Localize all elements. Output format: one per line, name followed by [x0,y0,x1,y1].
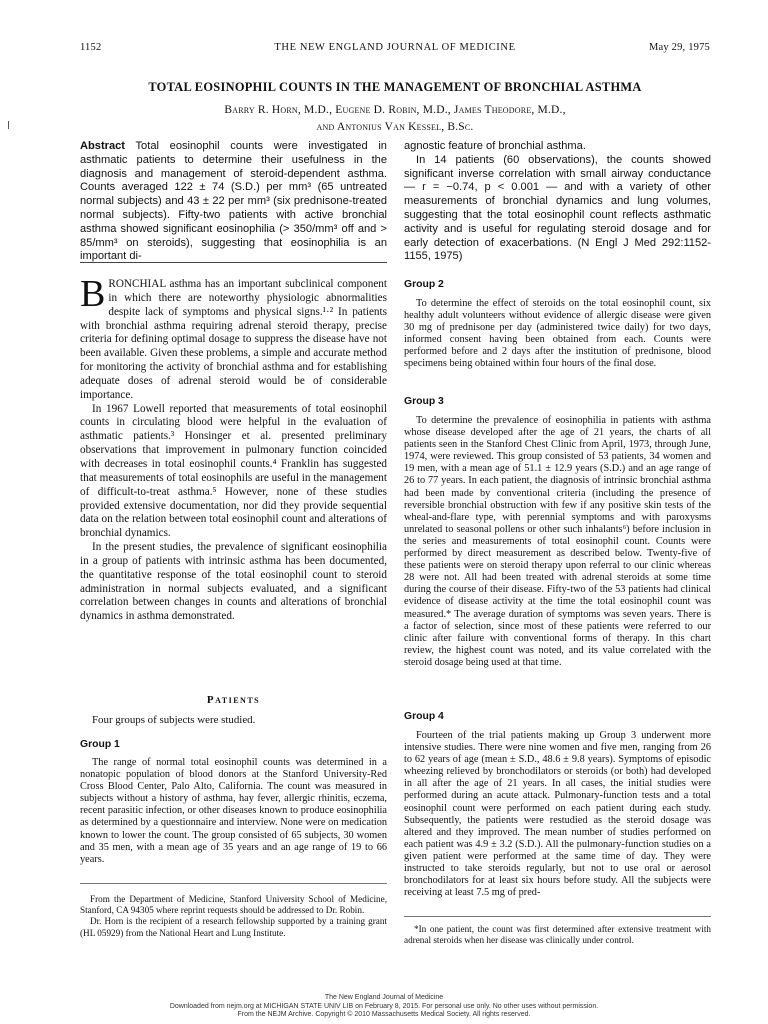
affiliation-divider [80,883,387,884]
footer-line-3: From the NEJM Archive. Copyright © 2010 Massachusetts Medical Society. All rights reserved. [237,1011,531,1019]
page-footer [0,994,768,1020]
intro-paragraph-1 [80,273,387,403]
abstract-text-right-1: agnostic feature of bronchial asthma. [404,140,586,152]
footnote-divider [404,916,711,917]
margin-mark [8,121,9,129]
group-2-heading: Group 2 [404,279,444,290]
abstract-right [404,140,711,264]
journal-name: THE NEW ENGLAND JOURNAL OF MEDICINE [274,42,516,53]
footer-line-2: Downloaded from nejm.org at MICHIGAN STATE UNIV LIB on February 8, 2015. For personal use only. No other uses without permission. [169,1002,599,1010]
group-1-text [80,757,387,866]
affiliation-note [80,894,387,939]
group-4-paragraph: Fourteen of the trial patients making up Group 3 underwent more intensive studies. There were nine women and five men, ranging from 26 to 62 years of age (mean ± S.D., 48.6 ± 9.8 years). Symptoms of episodic wheezing relieved by bronchodilators or steroids (or both) had developed in all after the age of 21 years. In all cases, the initial studies were performed during an acute attack. Pulmonary-function tests and a total eosinophil count were performed on each patient during each study. Subsequently, the patients were restudied as the steroid dosage was altered and they improved. The mean number of studies performed on each patient was 4.9 ± 3.2 (S.D.). All the pulmonary-function studies on a given patient were performed at the same time of day. They were instructed to take steroids regularly, but not to use oral or aerosol bronchodilators for at least six hours before study. All the subjects were receiving at least 7.5 mg of pred- [404,730,711,899]
patients-heading: Patients [206,694,261,706]
author-list [60,102,730,136]
authors-line-2: and Antonius Van Kessel, B.Sc. [316,121,474,133]
affiliation-paragraph-1: From the Department of Medicine, Stanford University School of Medicine, Stanford, CA 94305 where reprint requests should be addressed to Dr. Robin. [80,894,387,916]
group-1-paragraph: The range of normal total eosinophil counts was determined in a nonatopic population of blood donors at the Stanford University-Red Cross Blood Center, Palo Alto, California. The count was measured in subjects without a history of asthma, hay fever, allergic rhinitis, eczema, recent parasitic infection, or other diseases known to produce eosinophilia as determined by a questionnaire and interview. None were on medication known to lower the count. The group consisted of 65 subjects, 30 women and 35 men, with a mean age of 35 years and an age range of 19 to 66 years. [80,757,387,865]
group-3-paragraph: To determine the prevalence of eosinophilia in patients with asthma whose disease developed after the age of 21 years, the charts of all patients seen in the Stanford Chest Clinic from April, 1973, through June, 1974, were reviewed. This group consisted of 53 patients, 34 women and 19 men, with a mean age of 51.1 ± 12.9 years (S.D.) and an age range of 26 to 77 years. In each patient, the diagnosis of intrinsic bronchial asthma had been made by conventional criteria (including the presence of reversible bronchial obstruction with few if any positive skin tests of the wheal-and-flare type, with perennial symptoms and with paroxysms unrelated to seasonal pollens or other such inhalants⁶) before inclusion in the series and measurements of total eosinophil count. Counts were performed by direct measurement as described below. Twenty-five of these patients were on steroid therapy upon referral to our clinic whereas 28 were not. All had been treated with adrenal steroids at some time during the course of their disease. Fifty-two of the 53 patients had clinical evidence of disease activity at the time the total eosinophil count was measured.* The average duration of symptoms was seven years. There is a factor of selection, since most of these patients were referred to our clinic after failure with conventional forms of therapy. In this chart review, the highest count was noted, and its value correlated with the steroid dosage being used at that time. [404,415,711,668]
introduction [80,273,387,624]
running-head [80,42,710,56]
affiliation-paragraph-2: Dr. Horn is the recipient of a research fellowship supported by a training grant (HL 05929) from the National Heart and Lung Institute. [80,916,387,938]
group-3-text [404,415,711,669]
group-1-heading: Group 1 [80,739,120,750]
group-3-heading: Group 3 [404,396,444,407]
group-2-paragraph: To determine the effect of steroids on the total eosinophil count, six healthy adult volunteers without evidence of allergic disease were given 30 mg of prednisone per day (administered twice daily) for two days, informed consent having been obtained from each. Counts were performed before and 2 days after the institution of prednisone, blood specimens being obtained within four hours of the final dose. [404,298,711,370]
group-4-text [404,730,711,899]
group-2-text [404,298,711,371]
authors-line-1: Barry R. Horn, M.D., Eugene D. Robin, M.D., James Theodore, M.D., [224,104,566,116]
page-number: 1152 [80,42,102,53]
abstract-left [80,140,387,264]
drop-cap: B [80,273,106,315]
article-title: TOTAL EOSINOPHIL COUNTS IN THE MANAGEMENT OF BRONCHIAL ASTHMA [148,80,642,94]
group-4-heading: Group 4 [404,711,444,722]
intro-paragraph-3: In the present studies, the prevalence of significant eosinophilia in a group of patients with intrinsic asthma has been documented, the quantitative response of the total eosinophil count to steroid administration in normal subjects evaluated, and a significant correlation between changes in counts and alterations of bronchial dynamics in asthma demonstrated. [80,541,387,623]
intro-paragraph-1-text: RONCHIAL asthma has an important subclinical component in which there are noteworthy physiologic abnormalities despite lack of symptoms and physical signs.¹·² In patients with bronchial asthma requiring adrenal steroid therapy, precise criteria for defining optimal dosage to suppress the disease have not been available. Given these problems, a simple and accurate method for monitoring the activity of bronchial asthma and for establishing adequate doses of adrenal steroid would be of considerable importance. [80,278,387,401]
patients-intro: Four groups of subjects were studied. [92,714,256,726]
footer-line-1: The New England Journal of Medicine [324,994,444,1001]
abstract-text-left: Total eosinophil counts were investigated in asthmatic patients to determine their usefulness in the diagnosis and management of steroid-dependent asthma. Counts averaged 122 ± 74 (S.D.) per mm³ (65 untreated normal subjects) and 43 ± 22 per mm³ (six prednisone-treated normal subjects). Fifty-two patients with active bronchial asthma showed significant eosinophilia (> 350/mm³ off and > 85/mm³ on steroids), suggesting that eosinophilia is an important di- [80,140,387,263]
footnote: *In one patient, the count was first determined after extensive treatment with adrenal steroids when her disease was clinically under control. [404,924,711,946]
intro-paragraph-2: In 1967 Lowell reported that measurements of total eosinophil counts in circulating blood were helpful in the evaluation of asthmatic patients.³ Honsinger et al. presented preliminary observations that improvement in pulmonary function coincided with decreases in total eosinophil counts.⁴ Franklin has suggested that measurements of total eosinophils are useful in the management of difficult-to-treat asthma.⁵ However, none of these studies provided extensive documentation, nor did they provide sequential data on the relation between total eosinophil count and alterations of bronchial dynamics. [80,402,387,540]
issue-date: May 29, 1975 [648,42,710,53]
abstract-divider [80,262,387,263]
abstract-label: Abstract [80,140,126,152]
abstract-text-right-2: In 14 patients (60 observations), the counts showed significant inverse correlation with small airway conductance — r = −0.74, p < 0.001 — and with a variety of other measurements of bronchial dynamics and lung volumes, suggesting that the total eosinophil count reflects asthmatic activity and is useful for regulating steroid dosage and for early detection of exacerbations. (N Engl J Med 292:1152-1155, 1975) [404,153,711,263]
